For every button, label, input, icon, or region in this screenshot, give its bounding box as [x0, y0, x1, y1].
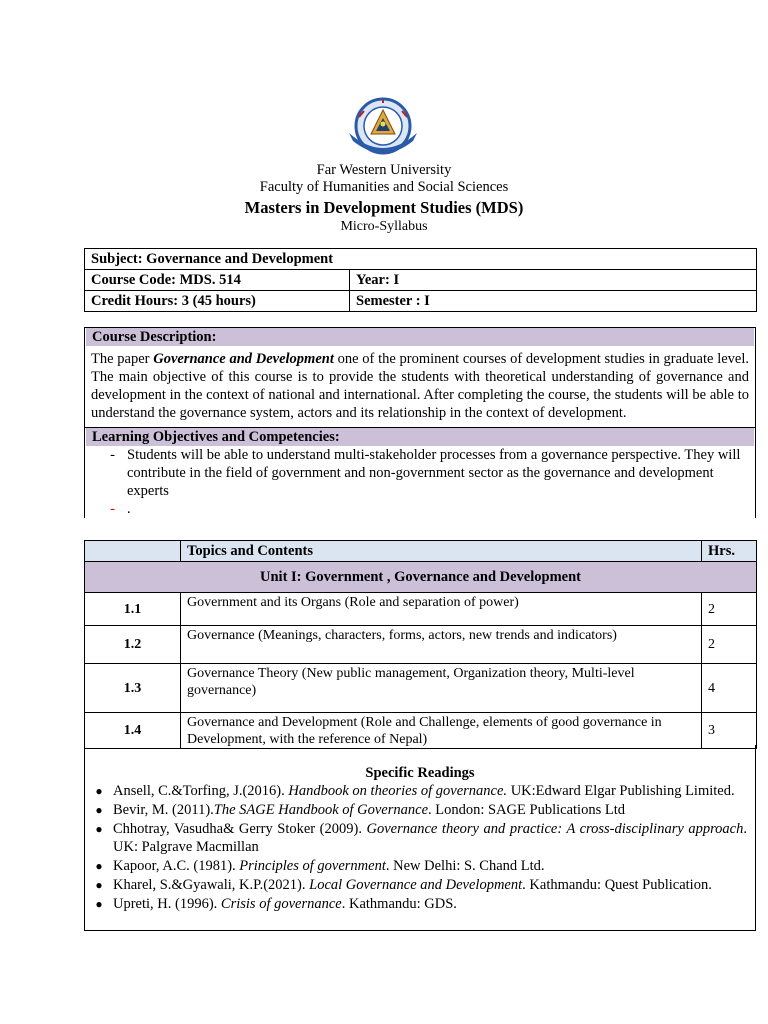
reading-text — [113, 820, 755, 856]
objective-text: Students will be able to understand multi-stakeholder processes from a governance perspective. They will contribute in the field of government and non-government sector as the governance and development experts — [127, 447, 741, 499]
topic-hours: 2 — [702, 593, 757, 626]
bullet-icon: ● — [95, 897, 103, 911]
reading-title: Handbook on theories of governance. — [288, 783, 508, 799]
subject-cell: Subject: Governance and Development — [85, 249, 757, 270]
reading-text — [113, 876, 755, 894]
objectives-heading: Learning Objectives and Competencies: — [86, 428, 754, 446]
course-code-cell: Course Code: MDS. 514 — [85, 270, 350, 291]
topic-number: 1.4 — [85, 713, 181, 749]
topic-number: 1.2 — [85, 626, 181, 664]
dash-bullet: - — [110, 501, 115, 517]
topic-hours: 4 — [702, 664, 757, 713]
reading-publisher: . London: SAGE Publications Ltd — [428, 802, 625, 818]
topics-header: Topics and Contents — [181, 541, 702, 562]
table-row — [85, 249, 757, 270]
semester-cell: Semester : I — [350, 291, 757, 312]
description-intro: The paper — [91, 351, 154, 367]
topic-content: Governance and Development (Role and Challenge, elements of good governance in Development, with the reference of Nepal) — [181, 713, 702, 749]
reading-publisher: . UK: Palgrave Macmillan — [113, 821, 747, 855]
unit-row — [85, 562, 757, 593]
bullet-icon: ● — [95, 878, 103, 892]
topic-number: 1.3 — [85, 664, 181, 713]
document-type: Micro-Syllabus — [340, 219, 428, 234]
reading-item — [85, 857, 755, 875]
university-logo — [341, 93, 425, 161]
table-row — [85, 626, 757, 664]
reading-title: The SAGE Handbook of Governance — [213, 802, 429, 818]
credit-hours-cell: Credit Hours: 3 (45 hours) — [85, 291, 350, 312]
reading-item — [85, 895, 755, 913]
objective-item — [85, 500, 755, 518]
objective-item — [85, 446, 755, 500]
readings-heading: Specific Readings — [365, 765, 475, 781]
reading-author: Bevir, M. (2011). — [113, 802, 214, 818]
reading-title: Governance theory and practice: A cross-disciplinary approach — [366, 821, 744, 837]
bullet-icon: ● — [95, 784, 103, 798]
reading-item — [85, 782, 755, 800]
reading-author: Chhotray, Vasudha& Gerry Stoker (2009). — [113, 821, 367, 837]
reading-author: Ansell, C.&Torfing, J.(2016). — [113, 783, 289, 799]
table-row — [85, 291, 757, 312]
reading-publisher: . Kathmandu: GDS. — [341, 896, 457, 912]
topic-content: Governance Theory (New public management, Organization theory, Multi-level governance) — [181, 664, 702, 713]
reading-author: Kharel, S.&Gyawali, K.P.(2021). — [113, 877, 310, 893]
table-row — [85, 664, 757, 713]
reading-publisher: . New Delhi: S. Chand Ltd. — [385, 858, 545, 874]
topic-number: 1.1 — [85, 593, 181, 626]
bullet-icon: ● — [95, 803, 103, 817]
topics-table — [84, 540, 757, 749]
reading-text — [113, 857, 755, 875]
header-empty-cell — [85, 541, 181, 562]
table-row — [85, 713, 757, 749]
topic-content: Governance (Meanings, characters, forms, actors, new trends and indicators) — [181, 626, 702, 664]
bullet-icon: ● — [95, 859, 103, 873]
reading-publisher: . Kathmandu: Quest Publication. — [522, 877, 712, 893]
table-header-row — [85, 541, 757, 562]
topic-content: Government and its Organs (Role and separation of power) — [181, 593, 702, 626]
university-name: Far Western University — [316, 162, 452, 178]
course-description-text — [85, 346, 755, 428]
reading-author: Upreti, H. (1996). — [113, 896, 221, 912]
description-body: one of the prominent courses of development studies in graduate level. The main objective of this course is to provide the students with theoretical understanding of governance and development in the context of national and international. After completing the course, the students will be able to understand the governance system, actors and its relationship in the context of development. — [91, 351, 749, 421]
table-row — [85, 270, 757, 291]
hours-header: Hrs. — [702, 541, 757, 562]
course-description-box — [84, 327, 756, 518]
reading-text — [113, 782, 755, 800]
reading-author: Kapoor, A.C. (1981). — [113, 858, 240, 874]
specific-readings-box — [84, 745, 756, 931]
year-cell: Year: I — [350, 270, 757, 291]
reading-text — [113, 801, 755, 819]
course-description-heading: Course Description: — [86, 328, 754, 346]
description-course-title: Governance and Development — [153, 351, 334, 367]
unit-title: Unit I: Government , Governance and Development — [85, 562, 757, 593]
reading-title: Crisis of governance — [220, 896, 342, 912]
topic-hours: 3 — [702, 713, 757, 749]
reading-item — [85, 801, 755, 819]
reading-item — [85, 876, 755, 894]
reading-text — [113, 895, 755, 913]
dash-bullet: - — [110, 447, 115, 463]
table-row — [85, 593, 757, 626]
topic-hours: 2 — [702, 626, 757, 664]
bullet-icon: ● — [95, 822, 103, 836]
objective-text: . — [127, 501, 131, 517]
program-title: Masters in Development Studies (MDS) — [244, 198, 524, 217]
reading-item — [85, 820, 755, 856]
reading-title: Local Governance and Development — [309, 877, 523, 893]
reading-publisher: UK:Edward Elgar Publishing Limited. — [507, 783, 735, 799]
reading-title: Principles of government — [239, 858, 386, 874]
course-info-table — [84, 248, 757, 312]
faculty-name: Faculty of Humanities and Social Sciences — [259, 179, 509, 195]
